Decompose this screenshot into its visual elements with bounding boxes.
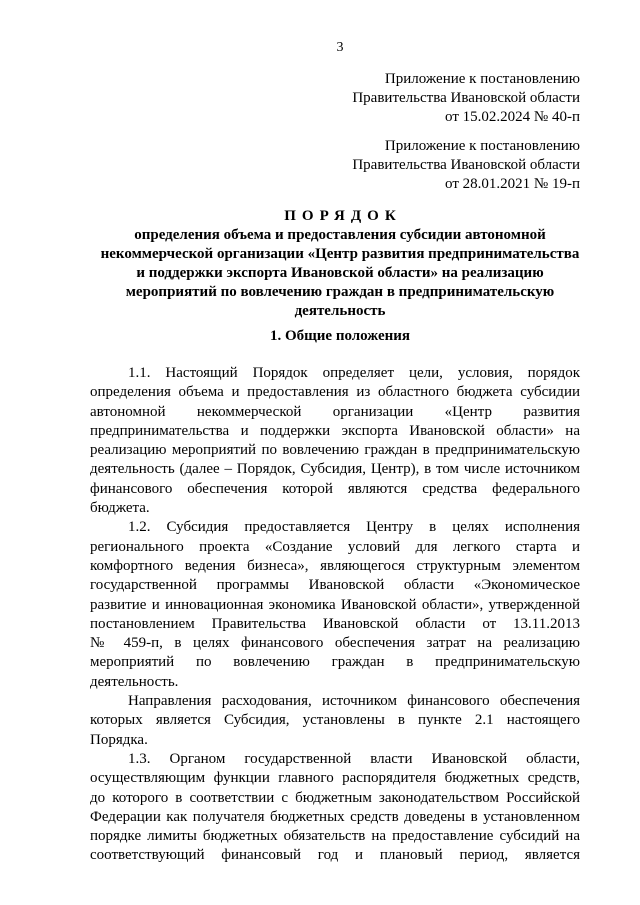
text-line: Федерации как получателя бюджетных средств доведены в установленном — [90, 808, 580, 825]
text-line: финансового обеспечения которой являются средства федерального — [90, 480, 580, 497]
text-line: деятельность (далее – Порядок, Субсидия, Центр), в том числе источником — [90, 461, 580, 478]
appendix-note-2021 — [352, 137, 580, 194]
title-line: деятельность — [294, 303, 386, 319]
text-line: развитие и инновационная экономика Ивановской области», утвержденной — [90, 596, 580, 613]
text-line: 1.3. Органом государственной власти Ивановской области, — [128, 750, 580, 767]
appendix-line: Приложение к постановлению — [384, 71, 580, 87]
text-line: № 459-п, в целях финансового обеспечения затрат на реализацию — [90, 635, 580, 652]
text-line: Порядка. — [90, 731, 148, 748]
text-line: государственной программы Ивановской области «Экономическое — [90, 577, 580, 594]
text-line: комфортного ведения бизнеса», являющегося структурным элементом — [90, 557, 580, 574]
text-line: осуществляющим функции главного распорядителя бюджетных средств, — [90, 770, 580, 787]
appendix-note-2024 — [352, 70, 580, 127]
appendix-line: от 15.02.2024 № 40-п — [445, 109, 580, 125]
text-line: 1.2. Субсидия предоставляется Центру в целях исполнения — [128, 519, 580, 536]
text-line: реализацию мероприятий по вовлечению граждан в предпринимательскую — [90, 442, 580, 459]
page-number: 3 — [336, 40, 344, 55]
text-line: определения объема и предоставления из областного бюджета субсидии — [90, 384, 580, 401]
appendix-line: от 28.01.2021 № 19-п — [445, 176, 580, 192]
title-line: определения объема и предоставления субсидии автономной — [134, 227, 546, 243]
title-line: и поддержки экспорта Ивановской области» на реализацию — [136, 265, 544, 281]
text-line: бюджета. — [90, 500, 150, 517]
title-heading: ПОРЯДОК — [284, 208, 402, 224]
text-line: до которого в соответствии с бюджетным законодательством Российской — [90, 789, 580, 806]
document-body — [90, 364, 580, 866]
text-line: регионального проекта «Создание условий для легкого старта и — [90, 538, 580, 555]
text-line: Направления расходования, источником финансового обеспечения — [128, 693, 580, 710]
text-line: соответствующий финансовый год и плановый период, является — [90, 847, 580, 864]
section-heading: 1. Общие положения — [269, 328, 411, 344]
text-line: предпринимательства и поддержки экспорта Ивановской области» на — [90, 422, 580, 439]
text-line: мероприятий по вовлечению граждан в предпринимательскую — [90, 654, 580, 671]
appendix-line: Правительства Ивановской области — [352, 90, 580, 106]
appendix-line: Приложение к постановлению — [384, 138, 580, 154]
appendix-line: Правительства Ивановской области — [352, 157, 580, 173]
document-title — [100, 207, 580, 321]
text-line: деятельность. — [90, 673, 179, 690]
text-line: порядке лимиты бюджетных обязательств на предоставление субсидий на — [90, 828, 580, 845]
text-line: постановлением Правительства Ивановской области от 13.11.2013 — [90, 615, 580, 632]
text-line: 1.1. Настоящий Порядок определяет цели, условия, порядок — [128, 365, 580, 381]
text-line: автономной некоммерческой организации «Центр развития — [90, 403, 580, 420]
title-line: некоммерческой организации «Центр развития предпринимательства — [100, 246, 580, 262]
title-line: мероприятий по вовлечению граждан в предпринимательскую — [125, 284, 555, 300]
text-line: которых является Субсидия, установлены в пункте 2.1 настоящего — [90, 712, 580, 729]
